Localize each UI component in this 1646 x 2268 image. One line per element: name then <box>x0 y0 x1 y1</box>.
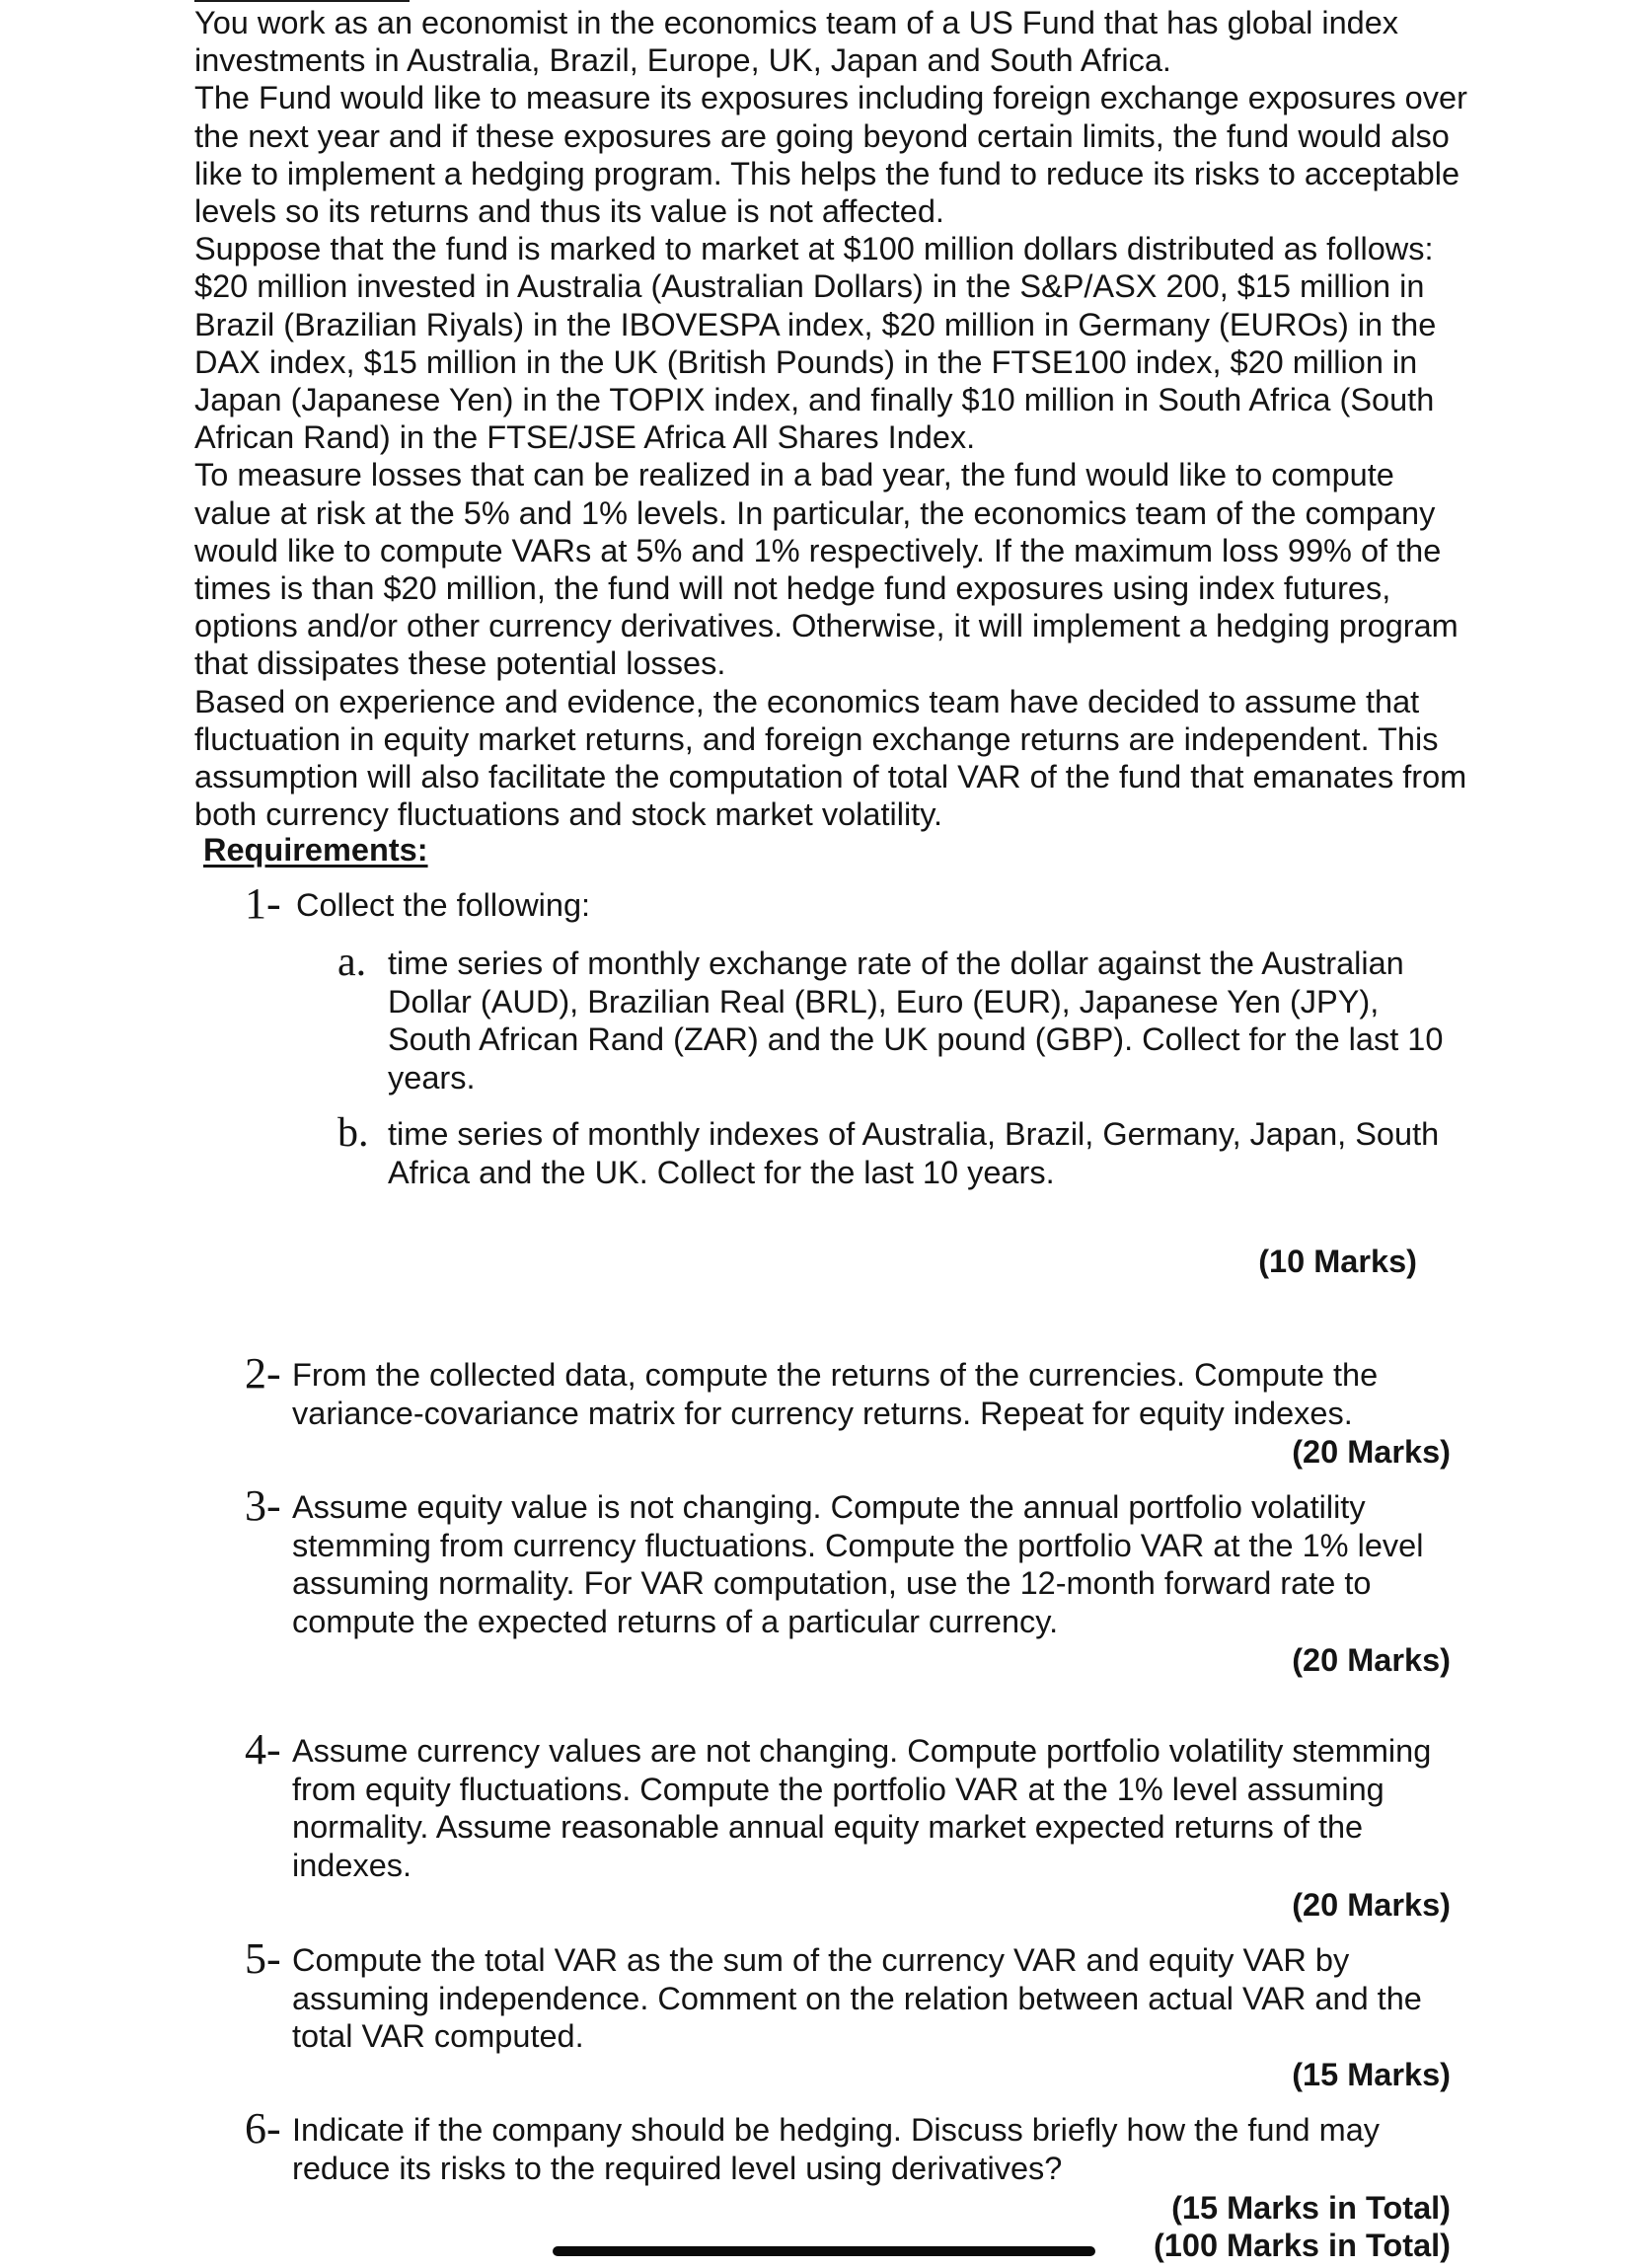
question-3 <box>245 1481 1468 1640</box>
home-indicator-bar[interactable] <box>553 2246 1095 2256</box>
question-4-marks: (20 Marks) <box>1292 1887 1451 1923</box>
question-5 <box>245 1934 1439 2056</box>
intro-section <box>194 4 1477 833</box>
subitem-text: time series of monthly exchange rate of the dollar against the Australian Dollar (AUD), Brazilian Real (BRL), Euro (EUR), Japanese Yen (JPY), South African Rand (ZAR) and the UK pound (GBP). Collect for the last 10 years. <box>388 945 1444 1096</box>
question-text: Indicate if the company should be hedging. Discuss briefly how the fund may reduce its risks to the required level using derivatives? <box>292 2112 1381 2186</box>
requirements-heading: Requirements: <box>203 832 428 868</box>
question-4 <box>245 1725 1473 1884</box>
question-number: 5- <box>245 1934 281 1983</box>
question-3-marks: (20 Marks) <box>1292 1642 1451 1678</box>
question-1-marks: (10 Marks) <box>1258 1244 1417 1279</box>
question-number: 1- <box>245 879 281 928</box>
question-text: Assume currency values are not changing. Compute portfolio volatility stemming from equity fluctuations. Compute the portfolio VAR at the 1% level assuming normality. Assume reasonable annual equity market expected returns of the indexes. <box>292 1733 1432 1883</box>
question-6 <box>245 2104 1409 2187</box>
subitem-letter: b. <box>337 1110 369 1156</box>
grand-total-marks: (100 Marks in Total) <box>1153 2228 1451 2263</box>
question-number: 4- <box>245 1725 281 1774</box>
question-number: 2- <box>245 1349 281 1398</box>
question-2-marks: (20 Marks) <box>1292 1434 1451 1470</box>
question-text: From the collected data, compute the returns of the currencies. Compute the variance-covariance matrix for currency returns. Repeat for equity indexes. <box>292 1357 1379 1431</box>
intro-paragraph-4: To measure losses that can be realized in a bad year, the fund would like to compute value at risk at the 5% and 1% levels. In particular, the economics team of the company would like to compute VARs at 5% and 1% respectively. If the maximum loss 99% of the times is than $20 million, the fund will not hedge fund exposures using index futures, options and/or other currency derivatives. Otherwise, it will implement a hedging program that dissipates these potential losses. <box>194 457 1459 682</box>
question-6-marks: (15 Marks in Total) <box>1171 2190 1451 2226</box>
question-1 <box>245 879 1488 928</box>
question-number: 6- <box>245 2104 281 2153</box>
question-text: Assume equity value is not changing. Compute the annual portfolio volatility stemming from currency fluctuations. Compute the portfolio VAR at the 1% level assuming normality. For VAR computation, use the 12-month forward rate to compute the expected returns of a particular currency. <box>292 1489 1424 1639</box>
subitem-letter: a. <box>337 940 367 985</box>
question-1-subitem-a <box>337 940 1462 1096</box>
question-text: Compute the total VAR as the sum of the currency VAR and equity VAR by assuming independence. Comment on the relation between actual VAR and the total VAR computed. <box>292 1942 1422 2054</box>
subitem-text: time series of monthly indexes of Australia, Brazil, Germany, Japan, South Africa and the UK. Collect for the last 10 years. <box>388 1116 1440 1190</box>
intro-paragraph-3: Suppose that the fund is marked to market at $100 million dollars distributed as follows: $20 million invested in Australia (Australian Dollars) in the S&P/ASX 200, $15 million in Brazil (Brazilian Riyals) in the IBOVESPA index, $20 million in Germany (EUROs) in the DAX index, $15 million in the UK (British Pounds) in the FTSE100 index, $20 million in Japan (Japanese Yen) in the TOPIX index, and finally $10 million in South Africa (South African Rand) in the FTSE/JSE Africa All Shares Index. <box>194 231 1437 456</box>
intro-paragraph-2: The Fund would like to measure its exposures including foreign exchange exposures over the next year and if these exposures are going beyond certain limits, the fund would also like to implement a hedging program. This helps the fund to reduce its risks to acceptable levels so its returns and thus its value is not affected. <box>194 80 1467 230</box>
question-5-marks: (15 Marks) <box>1292 2057 1451 2092</box>
top-rule <box>194 0 410 2</box>
question-2 <box>245 1349 1459 1432</box>
question-1-subitem-b <box>337 1110 1462 1191</box>
intro-paragraph-1: You work as an economist in the economics team of a US Fund that has global index investments in Australia, Brazil, Europe, UK, Japan and South Africa. <box>194 5 1399 79</box>
intro-paragraph-5: Based on experience and evidence, the economics team have decided to assume that fluctuation in equity market returns, and foreign exchange returns are independent. This assumption will also facilitate the computation of total VAR of the fund that emanates from both currency fluctuations and stock market volatility. <box>194 683 1467 833</box>
question-number: 3- <box>245 1481 281 1530</box>
question-text: Collect the following: <box>296 887 591 923</box>
